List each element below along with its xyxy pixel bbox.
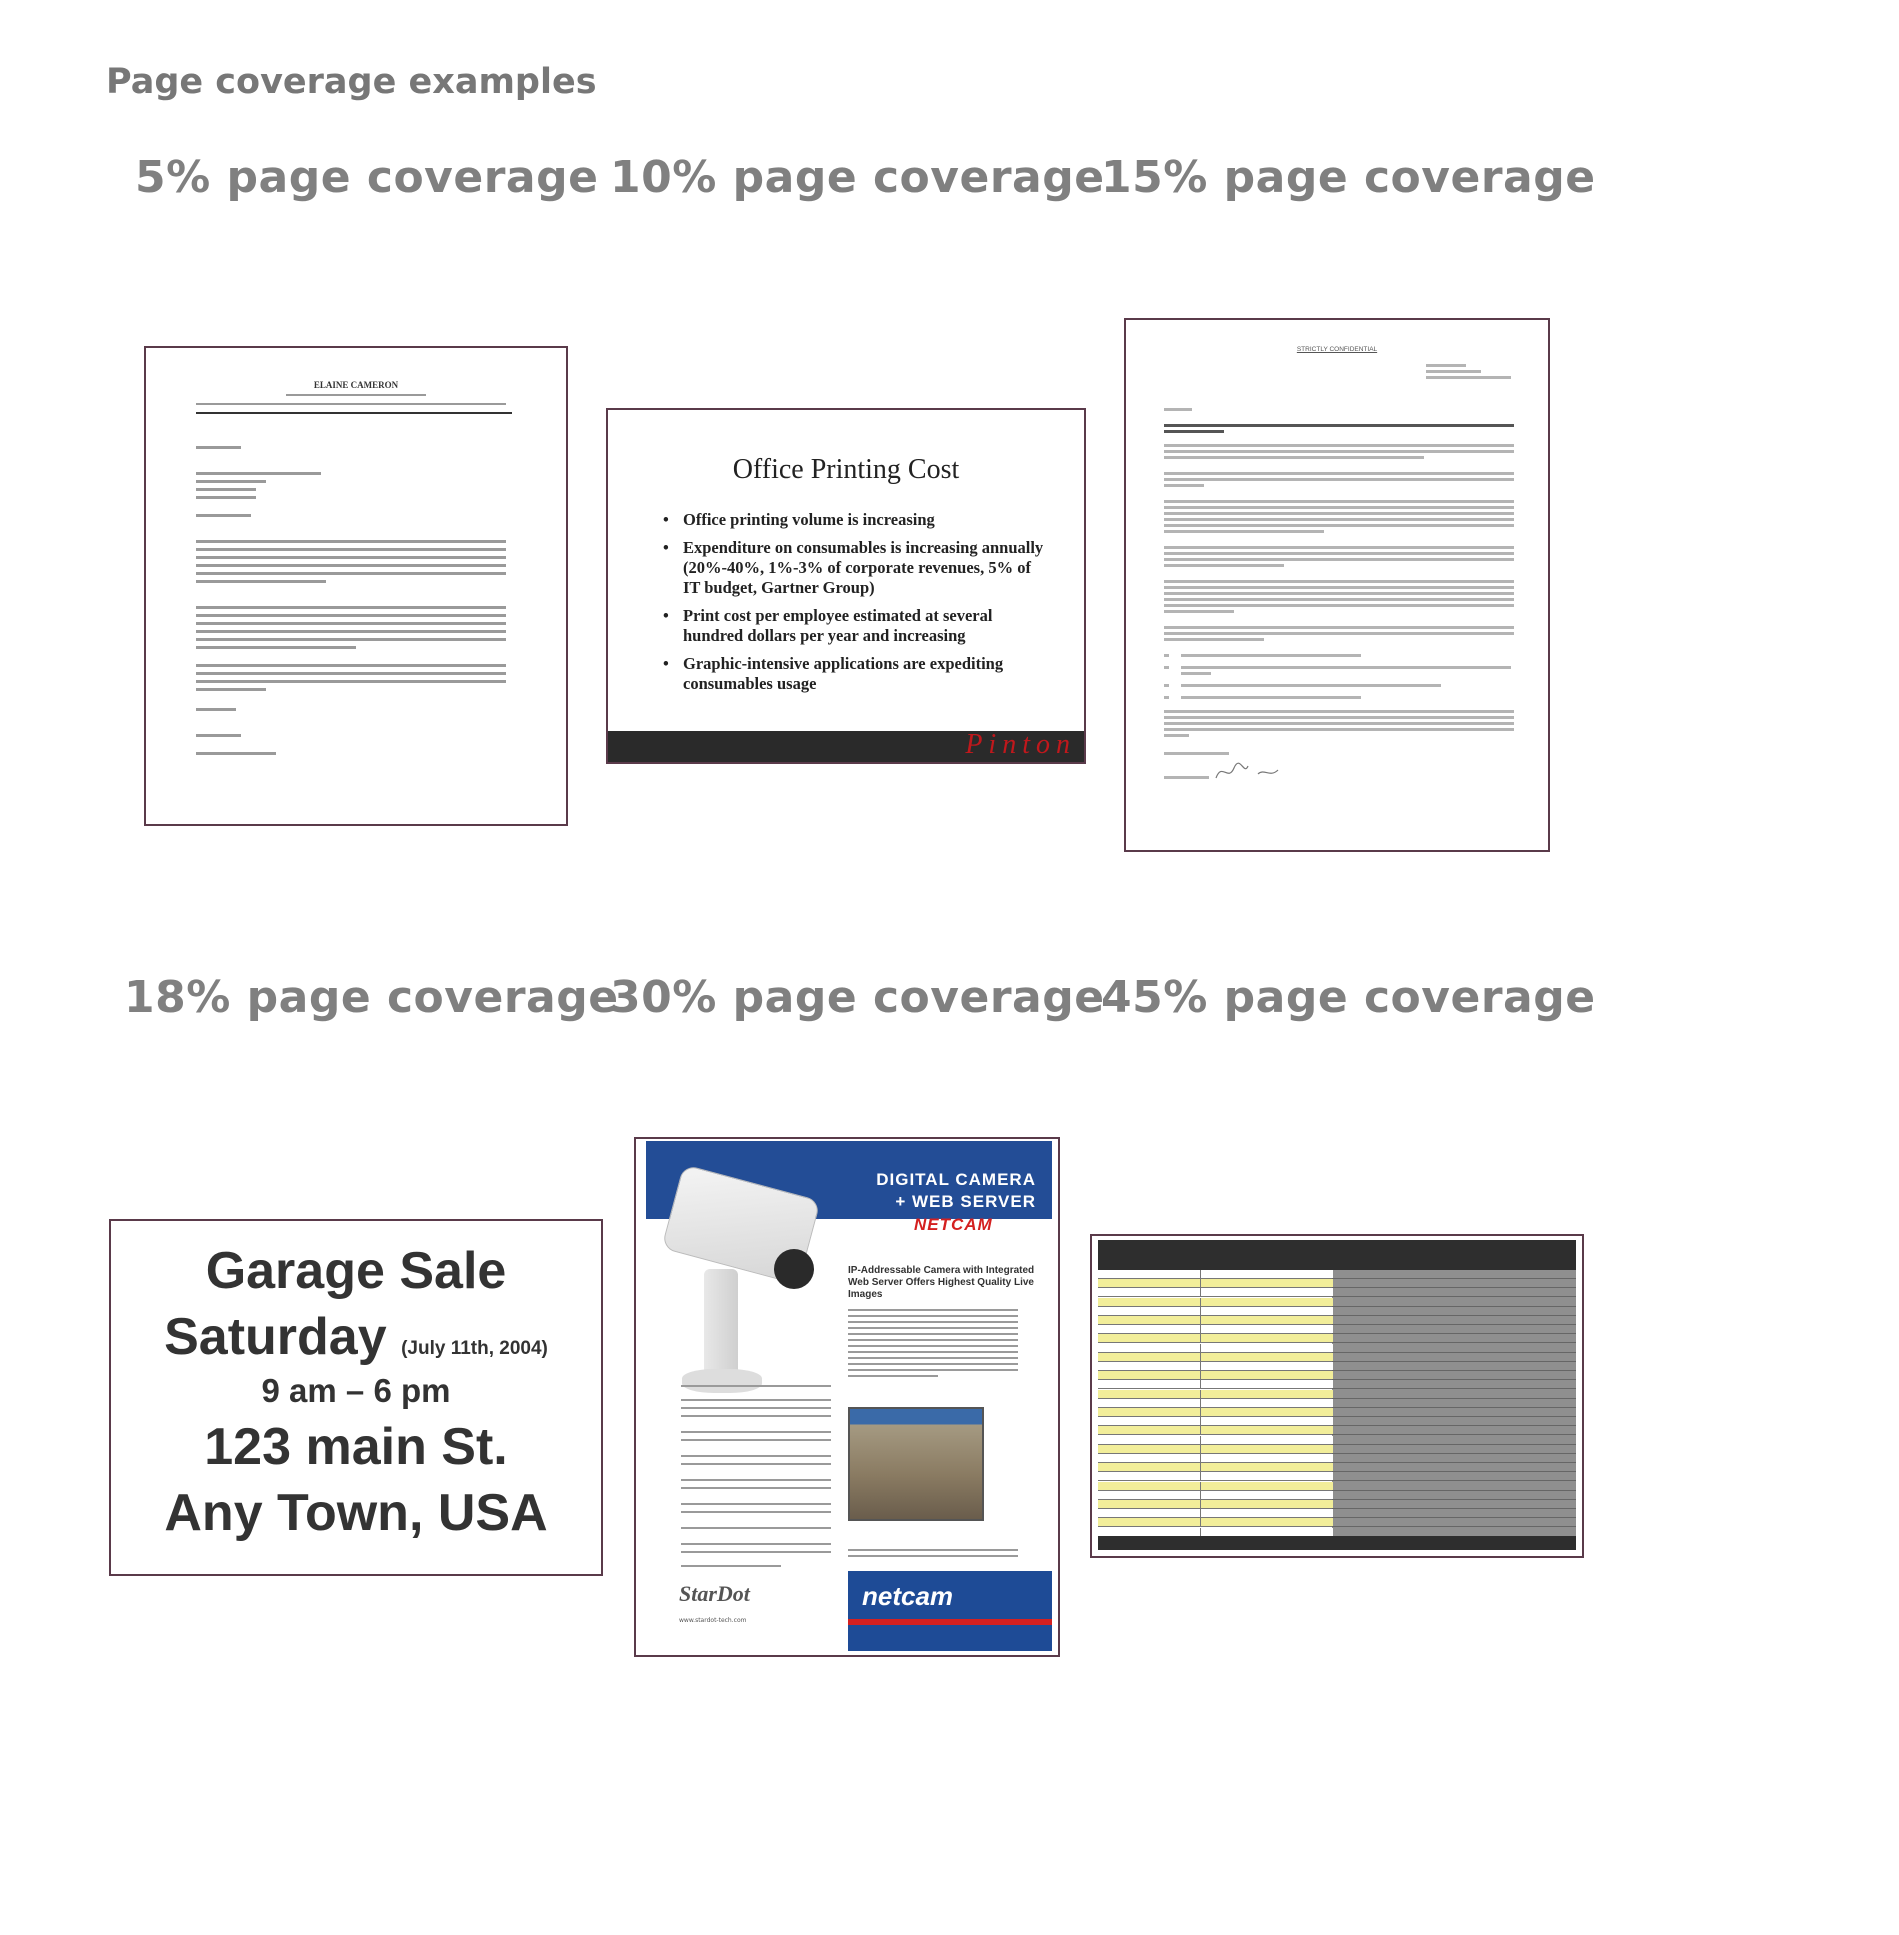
memo-thumbnail	[1124, 318, 1550, 852]
garage-sale-date: (July 11th, 2004)	[401, 1338, 548, 1359]
slide-bullet: • Office printing volume is increasing	[663, 510, 1044, 530]
slide-bullet: • Graphic-intensive applications are expediting consumables usage	[663, 654, 1044, 694]
garage-sale-thumbnail	[109, 1219, 603, 1576]
flyer-footer-logo: netcam	[862, 1581, 954, 1611]
garage-sale-day: Saturday (July 11th, 2004)	[164, 1308, 548, 1366]
memo-header: STRICTLY CONFIDENTIAL	[1296, 346, 1378, 353]
signature-mark	[1214, 760, 1284, 784]
spreadsheet-row	[1098, 1380, 1576, 1389]
spreadsheet-row	[1098, 1500, 1576, 1509]
spreadsheet-row	[1098, 1482, 1576, 1491]
spreadsheet-row	[1098, 1417, 1576, 1426]
spreadsheet-row	[1098, 1454, 1576, 1463]
caption-45-percent: 45% page coverage	[1101, 972, 1596, 1023]
caption-5-percent: 5% page coverage	[135, 152, 599, 203]
flyer-headline: IP-Addressable Camera with Integrated Web Server Offers Highest Quality Live Images	[848, 1265, 1035, 1300]
spreadsheet-row	[1098, 1426, 1576, 1435]
slide-bullet: • Expenditure on consumables is increasing annually (20%-40%, 1%-3% of corporate revenues, 5% of IT budget, Gartner Group)	[663, 538, 1044, 598]
garage-sale-street: 123 main St.	[204, 1418, 508, 1476]
page-title: Page coverage examples	[106, 62, 597, 102]
spreadsheet-row	[1098, 1325, 1576, 1334]
spreadsheet-row	[1098, 1270, 1576, 1279]
spreadsheet-row	[1098, 1353, 1576, 1362]
flyer-title: DIGITAL CAMERA + WEB SERVER	[876, 1170, 1036, 1211]
letter-thumbnail	[144, 346, 568, 826]
spreadsheet-row	[1098, 1298, 1576, 1307]
spreadsheet-total-row	[1098, 1536, 1576, 1550]
camera-flyer-thumbnail	[634, 1137, 1060, 1657]
spreadsheet-header	[1098, 1240, 1576, 1270]
caption-10-percent: 10% page coverage	[610, 152, 1105, 203]
spreadsheet-row	[1098, 1491, 1576, 1500]
slide-footer-bar	[608, 731, 1084, 762]
flyer-url: www.stardot-tech.com	[679, 1617, 747, 1624]
flyer-brand: NETCAM	[914, 1215, 993, 1234]
spreadsheet-row	[1098, 1316, 1576, 1325]
slide-logo: Pinton	[965, 729, 1076, 760]
flyer-screenshot	[848, 1407, 984, 1521]
spreadsheet-row	[1098, 1472, 1576, 1481]
slide-bullet-list	[663, 510, 1044, 702]
slide-thumbnail	[606, 408, 1086, 764]
garage-sale-hours: 9 am – 6 pm	[261, 1372, 451, 1409]
slide-title: Office Printing Cost	[732, 454, 960, 485]
garage-sale-town: Any Town, USA	[164, 1484, 548, 1542]
spreadsheet-row	[1098, 1334, 1576, 1343]
letter-sender-name: ELAINE CAMERON	[313, 380, 399, 390]
spreadsheet-row	[1098, 1344, 1576, 1353]
flyer-footer-panel	[848, 1571, 1052, 1651]
caption-30-percent: 30% page coverage	[610, 972, 1105, 1023]
flyer-company-logo: StarDot	[679, 1581, 750, 1606]
spreadsheet-row	[1098, 1390, 1576, 1399]
spreadsheet-row	[1098, 1445, 1576, 1454]
spreadsheet-row	[1098, 1279, 1576, 1288]
spreadsheet-row	[1098, 1518, 1576, 1527]
spreadsheet-row	[1098, 1399, 1576, 1408]
garage-sale-heading: Garage Sale	[205, 1242, 507, 1300]
spreadsheet-row	[1098, 1371, 1576, 1380]
spreadsheet-row	[1098, 1288, 1576, 1297]
spreadsheet-row	[1098, 1362, 1576, 1371]
caption-15-percent: 15% page coverage	[1101, 152, 1596, 203]
camera-image	[654, 1169, 809, 1404]
spreadsheet-row	[1098, 1509, 1576, 1518]
slide-bullet: • Print cost per employee estimated at several hundred dollars per year and increasing	[663, 606, 1044, 646]
spreadsheet-row	[1098, 1408, 1576, 1417]
spreadsheet-row	[1098, 1436, 1576, 1445]
caption-18-percent: 18% page coverage	[124, 972, 619, 1023]
spreadsheet-thumbnail	[1090, 1234, 1584, 1558]
spreadsheet-row	[1098, 1463, 1576, 1472]
spreadsheet-row	[1098, 1307, 1576, 1316]
spreadsheet-grid	[1098, 1270, 1576, 1550]
